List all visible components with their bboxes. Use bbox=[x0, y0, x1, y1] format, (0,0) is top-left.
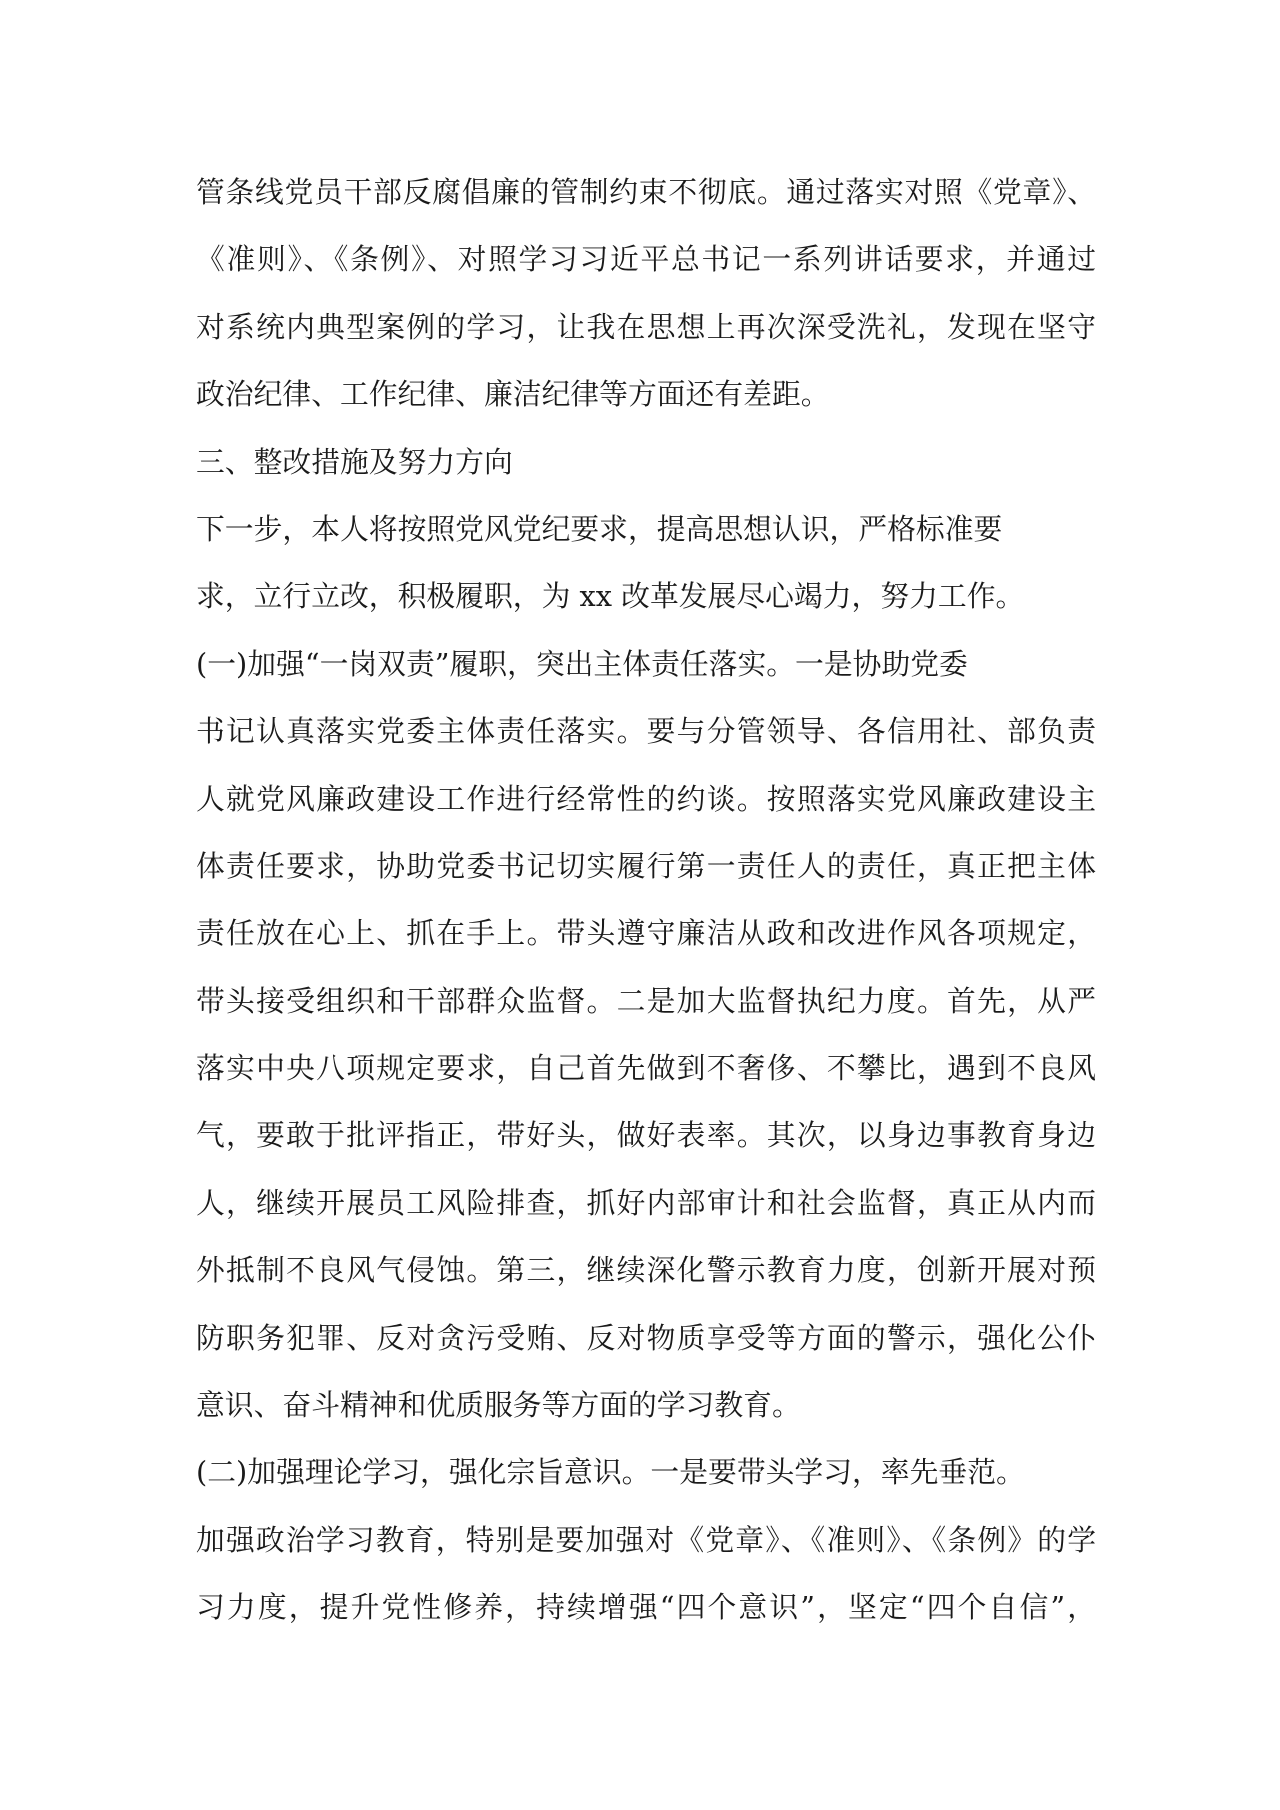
subsection-heading-line: (二)加强理论学习，强化宗旨意识。一是要带头学习，率先垂范。 bbox=[196, 1455, 1025, 1490]
paragraph-line: 外抵制不良风气侵蚀。第三，继续深化警示教育力度，创新开展对预 bbox=[196, 1253, 1096, 1288]
paragraph-line: 人，继续开展员工风险排查，抓好内部审计和社会监督，真正从内而 bbox=[196, 1185, 1096, 1220]
paragraph-line: 责任放在心上、抓在手上。带头遵守廉洁从政和改进作风各项规定， bbox=[196, 916, 1096, 951]
paragraph-line: 落实中央八项规定要求，自己首先做到不奢侈、不攀比，遇到不良风 bbox=[196, 1051, 1096, 1086]
paragraph-line: 习力度，提升党性修养，持续增强“四个意识”，坚定“四个自信”， bbox=[196, 1590, 1096, 1625]
section-heading: 三、整改措施及努力方向 bbox=[196, 444, 513, 479]
paragraph-line: 下一步，本人将按照党风党纪要求，提高思想认识，严格标准要 bbox=[196, 511, 1003, 546]
paragraph-line: 意识、奋斗精神和优质服务等方面的学习教育。 bbox=[196, 1388, 801, 1423]
paragraph-line: 求，立行立改，积极履职，为 xx 改革发展尽心竭力，努力工作。 bbox=[196, 579, 1025, 614]
paragraph-line: 对系统内典型案例的学习，让我在思想上再次深受洗礼，发现在坚守 bbox=[196, 309, 1096, 344]
body-text bbox=[196, 159, 1096, 1642]
paragraph-line: 政治纪律、工作纪律、廉洁纪律等方面还有差距。 bbox=[196, 377, 830, 412]
paragraph-line: 防职务犯罪、反对贪污受贿、反对物质享受等方面的警示，强化公仆 bbox=[196, 1320, 1096, 1355]
paragraph-line: 体责任要求，协助党委书记切实履行第一责任人的责任，真正把主体 bbox=[196, 848, 1096, 883]
paragraph-line: 气，要敢于批评指正，带好头，做好表率。其次，以身边事教育身边 bbox=[196, 1118, 1096, 1153]
paragraph-line: 管条线党员干部反腐倡廉的管制约束不彻底。通过落实对照《党章》、 bbox=[196, 175, 1096, 209]
paragraph-line: 书记认真落实党委主体责任落实。要与分管领导、各信用社、部负责 bbox=[196, 714, 1096, 749]
paragraph-line: 《准则》、《条例》、对照学习习近平总书记一系列讲话要求，并通过 bbox=[196, 242, 1096, 277]
paragraph-line: 人就党风廉政建设工作进行经常性的约谈。按照落实党风廉政建设主 bbox=[196, 781, 1096, 816]
subsection-heading-line: (一)加强“一岗双责”履职，突出主体责任落实。一是协助党委 bbox=[196, 646, 968, 681]
paragraph-line: 带头接受组织和干部群众监督。二是加大监督执纪力度。首先，从严 bbox=[196, 983, 1096, 1018]
paragraph-line: 加强政治学习教育，特别是要加强对《党章》、《准则》、《条例》的学 bbox=[196, 1522, 1096, 1557]
